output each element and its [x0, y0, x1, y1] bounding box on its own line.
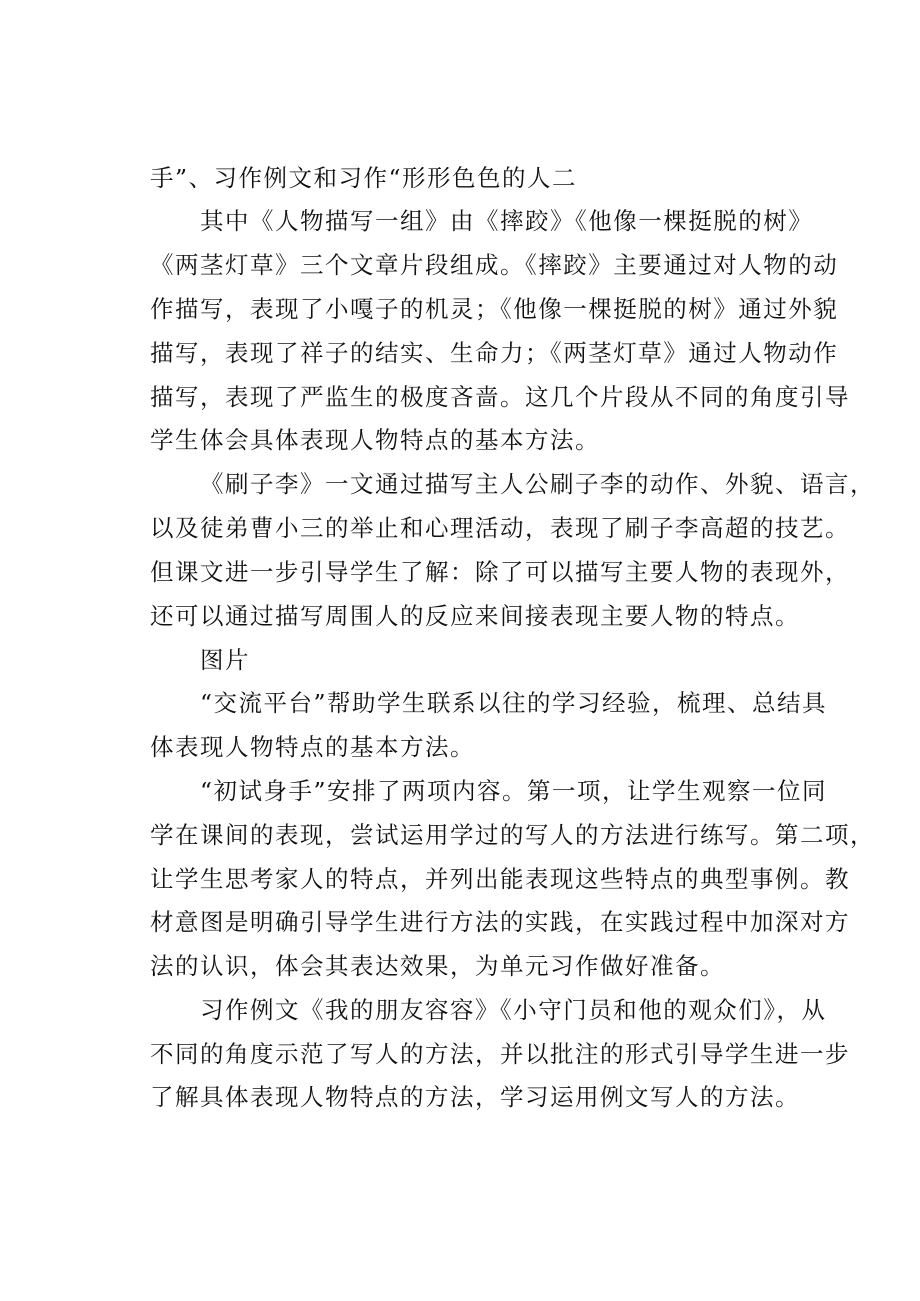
- text-line: 学生体会具体表现人物特点的基本方法。: [150, 426, 600, 454]
- image-placeholder-text: 图片: [200, 646, 250, 674]
- text-line: 学在课间的表现，尝试运用学过的写人的方法进行练写。第二项，: [150, 821, 875, 849]
- paragraph-start-line: “交流平台”帮助学生联系以往的学习经验，梳理、总结具: [200, 689, 828, 717]
- paragraph-start-line: 《刷子李》一文通过描写主人公刷子李的动作、外貌、语言，: [200, 470, 875, 498]
- text-line: 作描写，表现了小嘎子的机灵；《他像一棵挺脱的树》通过外貌: [150, 295, 839, 323]
- paragraph-start-line: “初试身手”安排了两项内容。第一项，让学生观察一位同: [200, 777, 828, 805]
- text-line: 《两茎灯草》三个文章片段组成。《摔跤》主要通过对人物的动: [150, 251, 839, 279]
- text-line: 手”、习作例文和习作“形形色色的人二: [150, 164, 578, 192]
- text-line: 描写，表现了祥子的结实、生命力；《两茎灯草》通过人物动作: [150, 339, 839, 367]
- text-line: 法的认识，体会其表达效果，为单元习作做好准备。: [150, 952, 725, 980]
- text-line: 让学生思考家人的特点，并列出能表现这些特点的典型事例。教: [150, 865, 850, 893]
- paragraph-start-line: 习作例文《我的朋友容容》《小守门员和他的观众们》，从: [200, 996, 827, 1024]
- paragraph-start-line: 其中《人物描写一组》由《摔跤》《他像一棵挺脱的树》: [200, 207, 814, 235]
- text-line: 了解具体表现人物特点的方法，学习运用例文写人的方法。: [150, 1083, 800, 1111]
- text-line: 还可以通过描写周围人的反应来间接表现主要人物的特点。: [150, 602, 800, 630]
- text-line: 描写，表现了严监生的极度吝啬。这几个片段从不同的角度引导: [150, 383, 850, 411]
- text-line: 但课文进一步引导学生了解：除了可以描写主要人物的表现外，: [150, 558, 850, 586]
- text-line: 材意图是明确引导学生进行方法的实践，在实践过程中加深对方: [150, 908, 850, 936]
- text-line: 不同的角度示范了写人的方法，并以批注的形式引导学生进一步: [150, 1040, 850, 1068]
- text-line: 以及徒弟曹小三的举止和心理活动，表现了刷子李高超的技艺。: [150, 514, 850, 542]
- text-line: 体表现人物特点的基本方法。: [150, 733, 475, 761]
